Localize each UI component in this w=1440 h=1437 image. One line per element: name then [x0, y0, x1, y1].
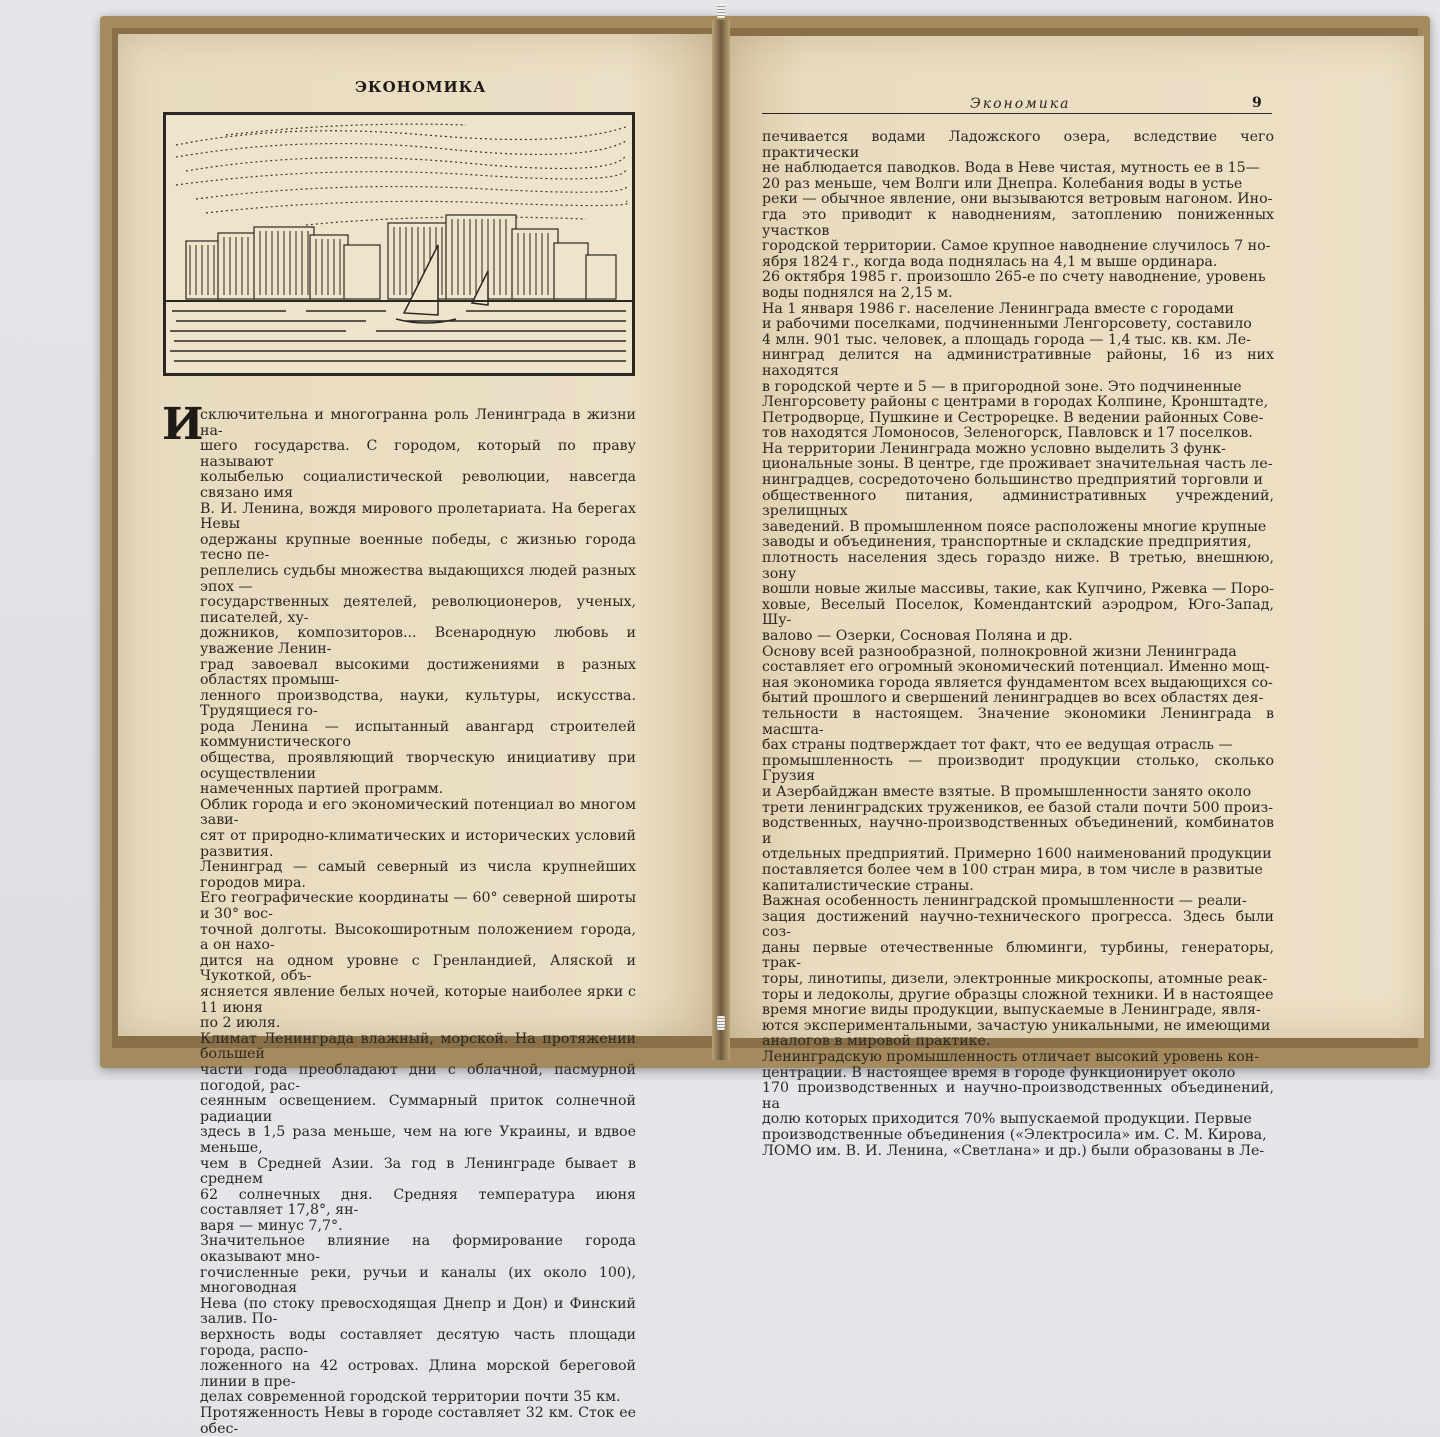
city-illustration-drawing — [166, 115, 632, 373]
left-page-body-text: сключительна и многогранна роль Ленинграда в жизни на- шего государства. С городом, который по праву называют колыбелью социалистической революции, навсегда связано имя В. И. Ленина, вождя мирового пролетариата. На берегах Невы одержаны крупные военные победы, с жизнью города тесно пе- реплелись судьбы множества выдающихся людей разных эпох — государственных деятелей, революционеров, ученых, писателей, ху- дожников, композиторов... Всенародную любовь и уважение Ленин- град завоевал высокими достижениями в разных областях промыш- ленного производства, науки, культуры, искусства. Трудящиеся го- рода Ленина — испытанный авангард строителей коммунистического общества, проявляющий творческую инициативу при осуществлении намеченных партией программ. Облик города и его экономический потенциал во многом зави- сят от природно-климатических и исторических условий развития. Ленинград — самый северный из числа крупнейших городов мира. Его географические координаты — 60° северной широты и 30° вос- точной долготы. Высокоширотным положением города, а он нахо- дится на одном уровне с Гренландией, Аляской и Чукоткой, объ- ясняется явление белых ночей, которые наиболее ярки с 11 июня по 2 июля. Климат Ленинграда влажный, морской. На протяжении большей части года преобладают дни с облачной, пасмурной погодой, рас- сеянным освещением. Суммарный приток солнечной радиации здесь в 1,5 раза меньше, чем на юге Украины, и вдвое меньше, чем в Средней Азии. За год в Ленинграде бывает в среднем 62 солнечных дня. Средняя температура июня составляет 17,8°, ян- варя — минус 7,7°. Значительное влияние на формирование города оказывают мно- гочисленные реки, ручьи и каналы (их около 100), многоводная Нева (по стоку превосходящая Днепр и Дон) и Финский залив. По- верхность воды составляет десятую часть площади города, распо- ложенного на 42 островах. Длина морской береговой линии в пре- делах современной городской территории почти 35 км. Протяженность Невы в городе составляет 32 км. Сток ее обес- — [200, 407, 636, 1437]
binding-thread-top — [717, 4, 725, 18]
running-head: Экономика — [970, 96, 1071, 112]
chapter-title: ЭКОНОМИКА — [355, 78, 487, 96]
page-number: 9 — [1252, 95, 1262, 111]
right-page-body-text: печивается водами Ладожского озера, вследствие чего практически не наблюдается паводков. Вода в Неве чистая, мутность ее в 15— 20 раз меньше, чем Волги или Днепра. Колебания воды в устье реки — обычное явление, они вызываются ветровым нагоном. Ино- гда это приводит к наводнениям, затоплению пониженных участков городской территории. Самое крупное наводнение случилось 7 но- ября 1824 г., когда вода поднялась на 4,1 м выше ординара. 26 октября 1985 г. произошло 265-е по счету наводнение, уровень воды поднялся на 2,15 м. На 1 января 1986 г. население Ленинграда вместе с городами и рабочими поселками, подчиненными Ленгорсовету, составило 4 млн. 901 тыс. человек, а площадь города — 1,4 тыс. кв. км. Ле- нинград делится на административные районы, 16 из них находятся в городской черте и 5 — в пригородной зоне. Это подчиненные Ленгорсовету районы с центрами в городах Колпине, Кронштадте, Петродворце, Пушкине и Сестрорецке. В ведении районных Сове- тов находятся Ломоносов, Зеленогорск, Павловск и 17 поселков. На территории Ленинграда можно условно выделить 3 функ- циональные зоны. В центре, где проживает значительная часть ле- нинградцев, сосредоточено большинство предприятий торговли и общественного питания, административных учреждений, зрелищных заведений. В промышленном поясе расположены многие крупные заводы и объединения, транспортные и складские предприятия, плотность населения здесь гораздо ниже. В третью, внешнюю, зону вошли новые жилые массивы, такие, как Купчино, Ржевка — Поро- ховые, Веселый Поселок, Комендантский аэродром, Юго-Запад, Шу- валово — Озерки, Сосновая Поляна и др. Основу всей разнообразной, полнокровной жизни Ленинграда составляет его огромный экономический потенциал. Именно мощ- ная экономика города является фундаментом всех выдающихся со- бытий прошлого и свершений ленинградцев во всех областях дея- тельности в настоящем. Значение экономики Ленинграда в масшта- бах страны подтверждает тот факт, что ее ведущая отрасль — промышленность — производит продукции столько, сколько Грузия и Азербайджан вместе взятые. В промышленности занято около трети ленинградских тружеников, ее базой стали почти 500 произ- водственных, научно-производственных объединений, комбинатов и отдельных предприятий. Примерно 1600 наименований продукции поставляется более чем в 100 стран мира, в том числе в развитые капиталистические страны. Важная особенность ленинградской промышленности — реали- зация достижений научно-технического прогресса. Здесь были соз- даны первые отечественные блюминги, турбины, генераторы, трак- торы, линотипы, дизели, электронные микроскопы, атомные реак- торы и ледоколы, другие образцы сложной техники. И в настоящее время многие виды продукции, выпускаемые в Ленинграде, явля- ются экспериментальными, зачастую уникальными, не имеющими аналогов в мировой практике. Ленинградскую промышленность отличает высокий уровень кон- центрации. В настоящее время в городе функционирует около 170 производственных и научно-производственных объединений, на долю которых приходится 70% выпускаемой продукции. Первые производственные объединения («Электросила» им. С. М. Кирова, ЛОМО им. В. И. Ленина, «Светлана» и др.) были образованы в Ле- — [762, 129, 1274, 1159]
drop-cap: И — [162, 399, 204, 450]
book-spine-gutter — [712, 20, 730, 1060]
city-illustration — [163, 112, 635, 376]
binding-thread-bottom — [717, 1016, 725, 1030]
running-head-rule — [762, 113, 1272, 114]
